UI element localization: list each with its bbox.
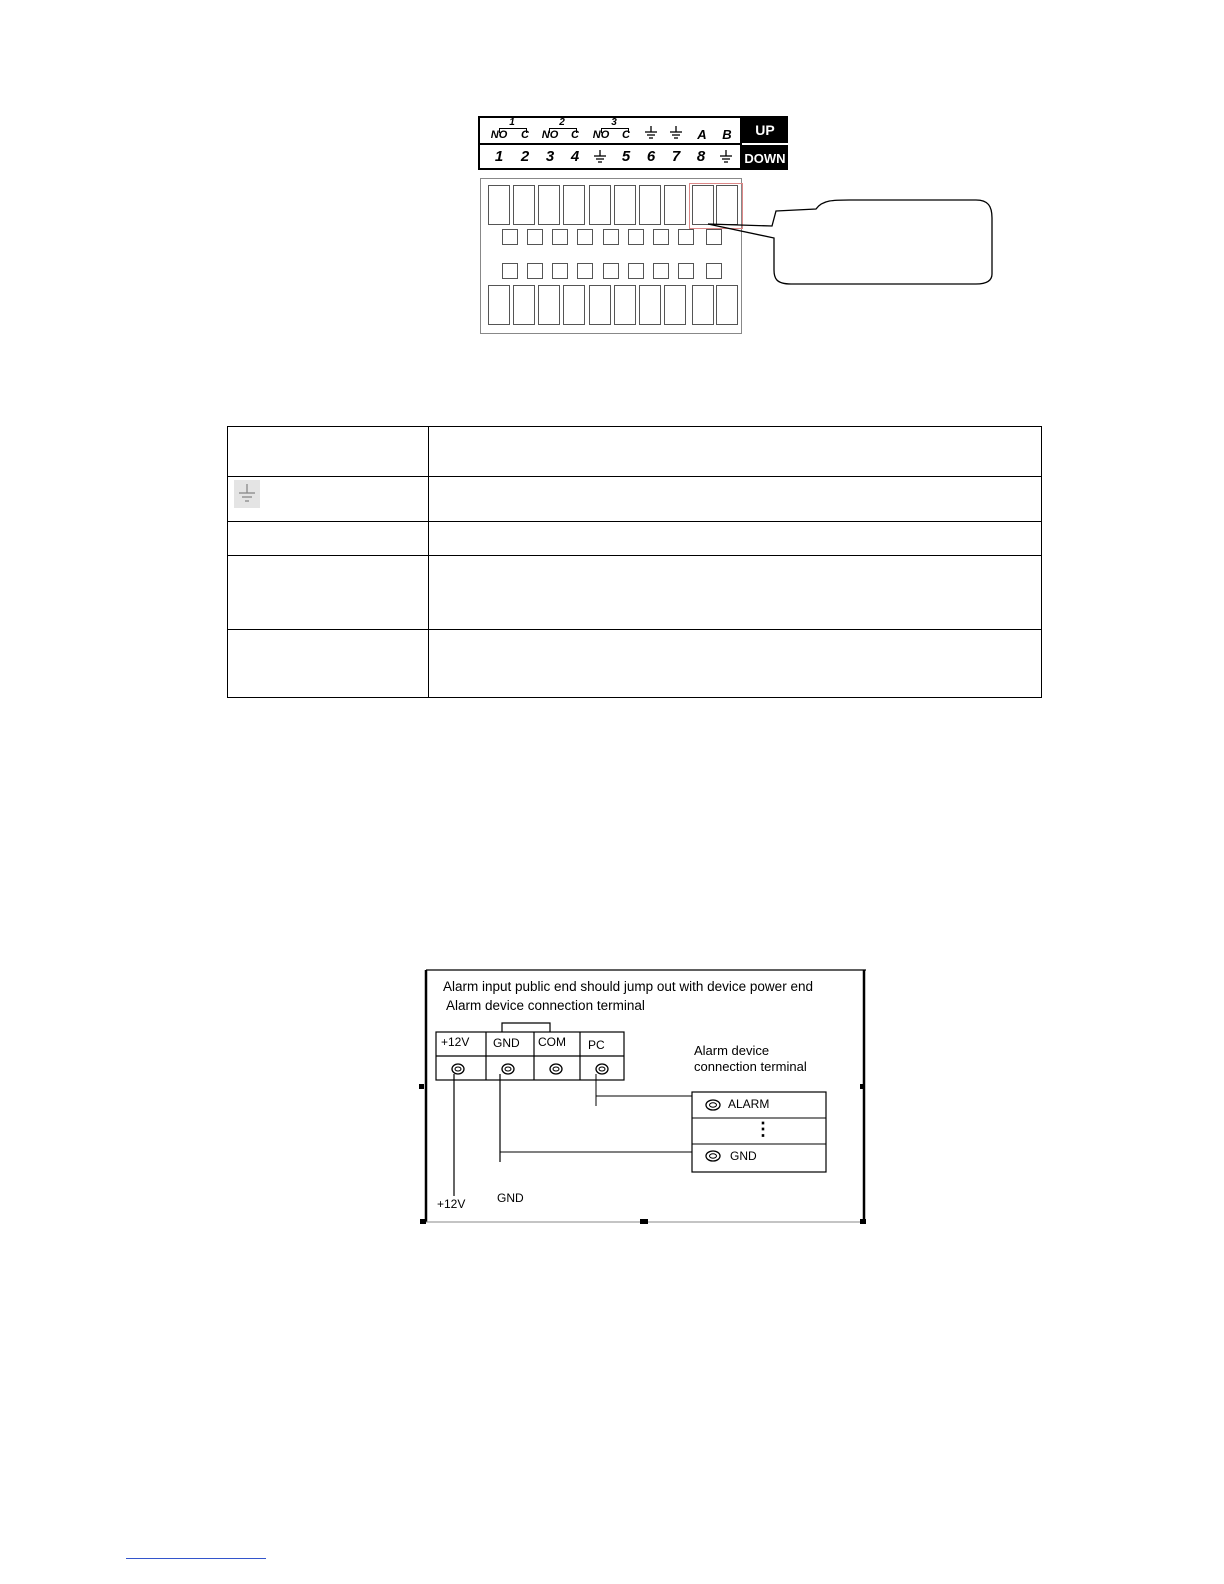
callout-bubble [476,114,996,338]
bottom-label-gnd: GND [497,1191,524,1205]
table-cell [429,630,1042,698]
terminal-top-label: A [697,127,707,142]
table-cell [228,477,429,522]
terminal-bottom-label: 2 [520,148,530,165]
table-cell [429,477,1042,522]
table-row [228,522,1042,556]
up-label: UP [742,116,788,143]
alarm-wiring-diagram [416,966,872,1228]
table-row [228,477,1042,522]
screw-terminal-icon [452,1064,464,1074]
table-cell [228,556,429,630]
screw-terminal-icon [706,1100,720,1110]
terminal-label-12v: +12V [441,1035,470,1049]
terminal-bottom-label: 3 [545,148,555,165]
table-cell [429,556,1042,630]
device-alarm-label: ALARM [728,1097,770,1111]
terminal-bottom-label: 1 [494,148,504,165]
terminal-bottom-label: 5 [621,148,631,165]
footer-link-underline [126,1558,266,1559]
device-gnd-label: GND [730,1149,757,1163]
table-row [228,630,1042,698]
terminal-top-label: NO [541,129,559,141]
table-cell [429,522,1042,556]
table-row [228,427,1042,477]
terminal-label-com: COM [538,1035,566,1049]
relay-group-number: 3 [611,117,617,128]
terminal-strip-figure [476,114,996,338]
table-cell [228,630,429,698]
terminal-bottom-label: 6 [646,148,656,165]
terminal-label-gnd: GND [493,1036,520,1050]
down-label: DOWN [742,143,788,170]
terminal-top-label: NO [490,129,508,141]
wiring-title-line2: Alarm device connection terminal [446,998,645,1013]
bottom-label-12v: +12V [437,1197,466,1211]
screw-terminal-icon [706,1151,720,1161]
terminal-top-label: C [622,129,630,141]
wiring-title-line1: Alarm input public end should jump out with device power end [443,979,813,994]
terminal-label-pc: PC [588,1038,605,1052]
callout-outline [708,200,992,284]
device-label-line2: connection terminal [694,1059,807,1074]
terminal-description-table [227,426,1042,698]
terminal-bottom-label: 4 [570,148,580,165]
screw-terminal-icon [596,1064,608,1074]
relay-group-number: 2 [559,117,565,128]
table-cell [228,522,429,556]
terminal-top-label: C [571,129,579,141]
table-row [228,556,1042,630]
terminal-top-label: B [722,127,732,142]
terminal-top-label: NO [592,129,610,141]
device-ellipsis: ⋮ [754,1119,772,1139]
table-cell [429,427,1042,477]
relay-group-number: 1 [509,117,515,128]
table-cell [228,427,429,477]
screw-terminal-icon [502,1064,514,1074]
screw-terminal-icon [550,1064,562,1074]
terminal-bottom-label: 7 [671,148,681,165]
terminal-top-label: C [521,129,529,141]
ground-icon [234,480,260,508]
device-label-line1: Alarm device [694,1043,770,1058]
terminal-bottom-label: 8 [696,148,706,165]
